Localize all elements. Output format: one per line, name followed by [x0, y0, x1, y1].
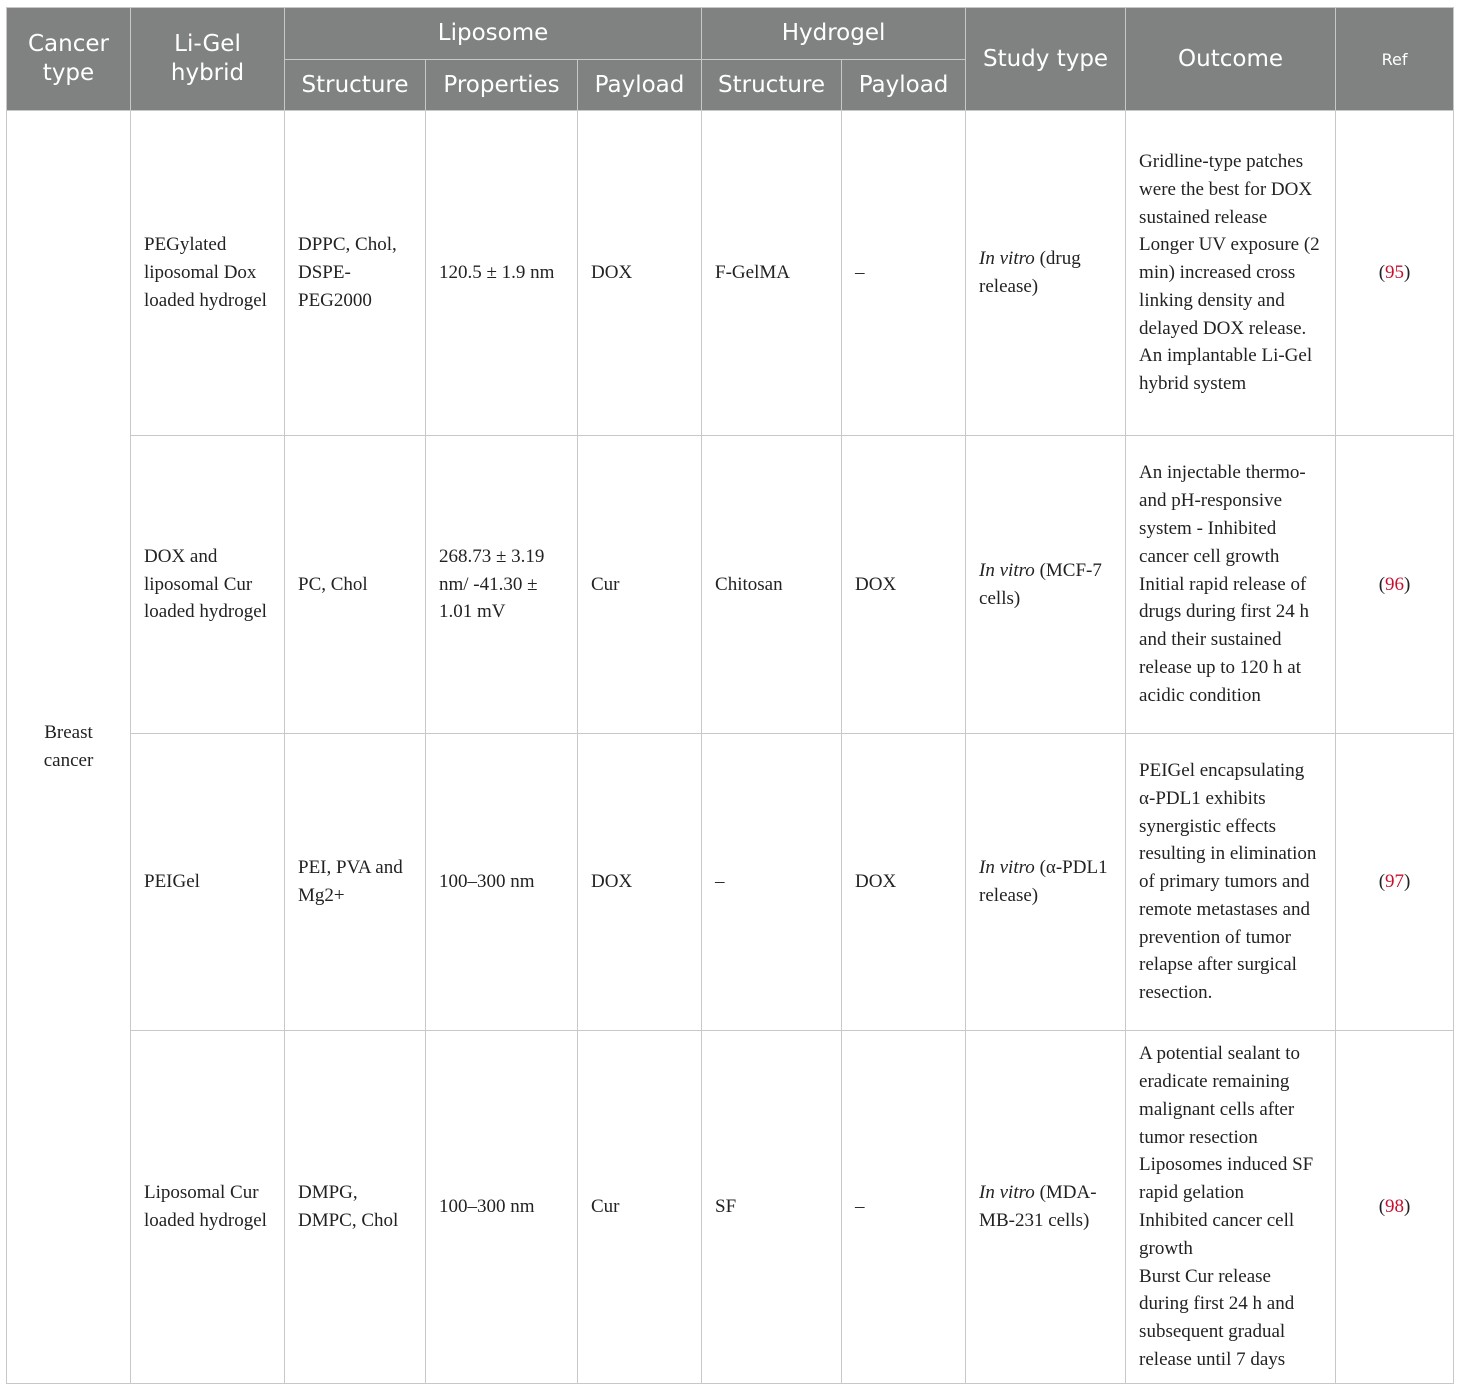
study-type-italic: In vitro [979, 248, 1035, 270]
ref-close-paren: ) [1404, 1196, 1411, 1218]
header-ref: Ref [1336, 8, 1454, 111]
liposome-properties-cell: 268.73 ± 3.19 nm/ -41.30 ± 1.01 mV [426, 436, 578, 734]
header-outcome: Outcome [1126, 8, 1336, 111]
outcome-line: Initial rapid release of drugs during first 24 h and their sustained release up to 120 h at acidic condition [1139, 573, 1309, 706]
hydrogel-payload-cell: – [842, 111, 966, 436]
hybrid-cell: PEIGel [131, 734, 285, 1031]
liposome-payload-cell: Cur [578, 1031, 702, 1384]
study-type-detail: (MDA-MB-231 cells) [979, 1182, 1097, 1231]
header-ligel-hybrid: Li-Gel hybrid [131, 8, 285, 111]
liposome-payload-cell: DOX [578, 111, 702, 436]
table-row [7, 111, 1454, 436]
study-type-italic: In vitro [979, 559, 1035, 581]
liposome-structure-cell: PEI, PVA and Mg2+ [285, 734, 426, 1031]
ref-link[interactable]: 98 [1385, 1196, 1405, 1218]
hydrogel-structure-cell: F-GelMA [702, 111, 842, 436]
liposome-payload-cell: Cur [578, 436, 702, 734]
hybrid-cell: Liposomal Cur loaded hydrogel [131, 1031, 285, 1384]
ref-link[interactable]: 97 [1385, 871, 1405, 893]
header-liposome-structure: Structure [285, 60, 426, 111]
outcome-cell [1126, 1031, 1336, 1384]
outcome-line: An injectable thermo- and pH-responsive system - Inhibited cancer cell growth [1139, 462, 1306, 567]
liposome-structure-cell: DMPG, DMPC, Chol [285, 1031, 426, 1384]
ref-close-paren: ) [1404, 262, 1411, 284]
study-type-cell [966, 436, 1126, 734]
table-row [7, 1031, 1454, 1384]
hydrogel-structure-cell: SF [702, 1031, 842, 1384]
table-header [7, 8, 1454, 111]
outcome-line: Longer UV exposure (2 min) increased cross linking density and delayed DOX release. An implantable Li-Gel hybrid system [1139, 234, 1320, 395]
header-study-type: Study type [966, 8, 1126, 111]
ref-open-paren: ( [1378, 1196, 1386, 1218]
table-row [7, 436, 1454, 734]
header-cancer-type: Cancer type [7, 8, 131, 111]
liposome-structure-cell: PC, Chol [285, 436, 426, 734]
outcome-line: Burst Cur release during first 24 h and subsequent gradual release until 7 days [1139, 1265, 1295, 1370]
outcome-line: PEIGel encapsulating α-PDL1 exhibits synergistic effects resulting in elimination of primary tumors and remote metastases and prevention of tumor relapse after surgical resection. [1139, 759, 1317, 1004]
hybrid-cell: PEGylated liposomal Dox loaded hydrogel [131, 111, 285, 436]
header-hydrogel-payload: Payload [842, 60, 966, 111]
ref-cell [1336, 1031, 1454, 1384]
ref-open-paren: ( [1378, 871, 1386, 893]
study-type-cell [966, 111, 1126, 436]
ref-cell [1336, 111, 1454, 436]
li-gel-hybrid-table [6, 7, 1454, 1384]
study-type-detail: (MCF-7 cells) [979, 559, 1102, 609]
header-hydrogel-structure: Structure [702, 60, 842, 111]
study-type-italic: In vitro [979, 857, 1035, 879]
outcome-line: Inhibited cancer cell growth [1139, 1210, 1295, 1259]
liposome-structure-cell: DPPC, Chol, DSPE-PEG2000 [285, 111, 426, 436]
ref-open-paren: ( [1378, 573, 1386, 595]
outcome-cell [1126, 111, 1336, 436]
hydrogel-payload-cell: – [842, 1031, 966, 1384]
outcome-cell [1126, 436, 1336, 734]
outcome-line: Gridline-type patches were the best for DOX sustained release [1139, 150, 1313, 228]
header-hydrogel: Hydrogel [702, 8, 966, 60]
hybrid-cell: DOX and liposomal Cur loaded hydrogel [131, 436, 285, 734]
ref-link[interactable]: 95 [1385, 262, 1405, 284]
ref-cell [1336, 436, 1454, 734]
header-liposome: Liposome [285, 8, 702, 60]
ref-link[interactable]: 96 [1385, 573, 1405, 595]
hydrogel-payload-cell: DOX [842, 436, 966, 734]
outcome-line: Liposomes induced SF rapid gelation [1139, 1154, 1314, 1204]
cancer-type-cell: Breast cancer [7, 111, 131, 1384]
hydrogel-structure-cell: – [702, 734, 842, 1031]
ref-close-paren: ) [1404, 573, 1411, 595]
liposome-properties-cell: 120.5 ± 1.9 nm [426, 111, 578, 436]
study-type-cell [966, 734, 1126, 1031]
ref-close-paren: ) [1404, 871, 1411, 893]
hydrogel-payload-cell: DOX [842, 734, 966, 1031]
ref-cell [1336, 734, 1454, 1031]
ref-open-paren: ( [1378, 262, 1386, 284]
study-type-italic: In vitro [979, 1182, 1035, 1204]
hydrogel-structure-cell: Chitosan [702, 436, 842, 734]
study-type-detail: (drug release) [979, 248, 1081, 297]
liposome-payload-cell: DOX [578, 734, 702, 1031]
outcome-cell [1126, 734, 1336, 1031]
header-liposome-payload: Payload [578, 60, 702, 111]
header-liposome-properties: Properties [426, 60, 578, 111]
table-body [7, 111, 1454, 1384]
liposome-properties-cell: 100–300 nm [426, 734, 578, 1031]
liposome-properties-cell: 100–300 nm [426, 1031, 578, 1384]
outcome-line: A potential sealant to eradicate remaining malignant cells after tumor resection [1139, 1043, 1300, 1148]
table-row [7, 734, 1454, 1031]
study-type-cell [966, 1031, 1126, 1384]
table-container [6, 7, 1453, 1384]
study-type-detail: (α-PDL1 release) [979, 857, 1108, 906]
